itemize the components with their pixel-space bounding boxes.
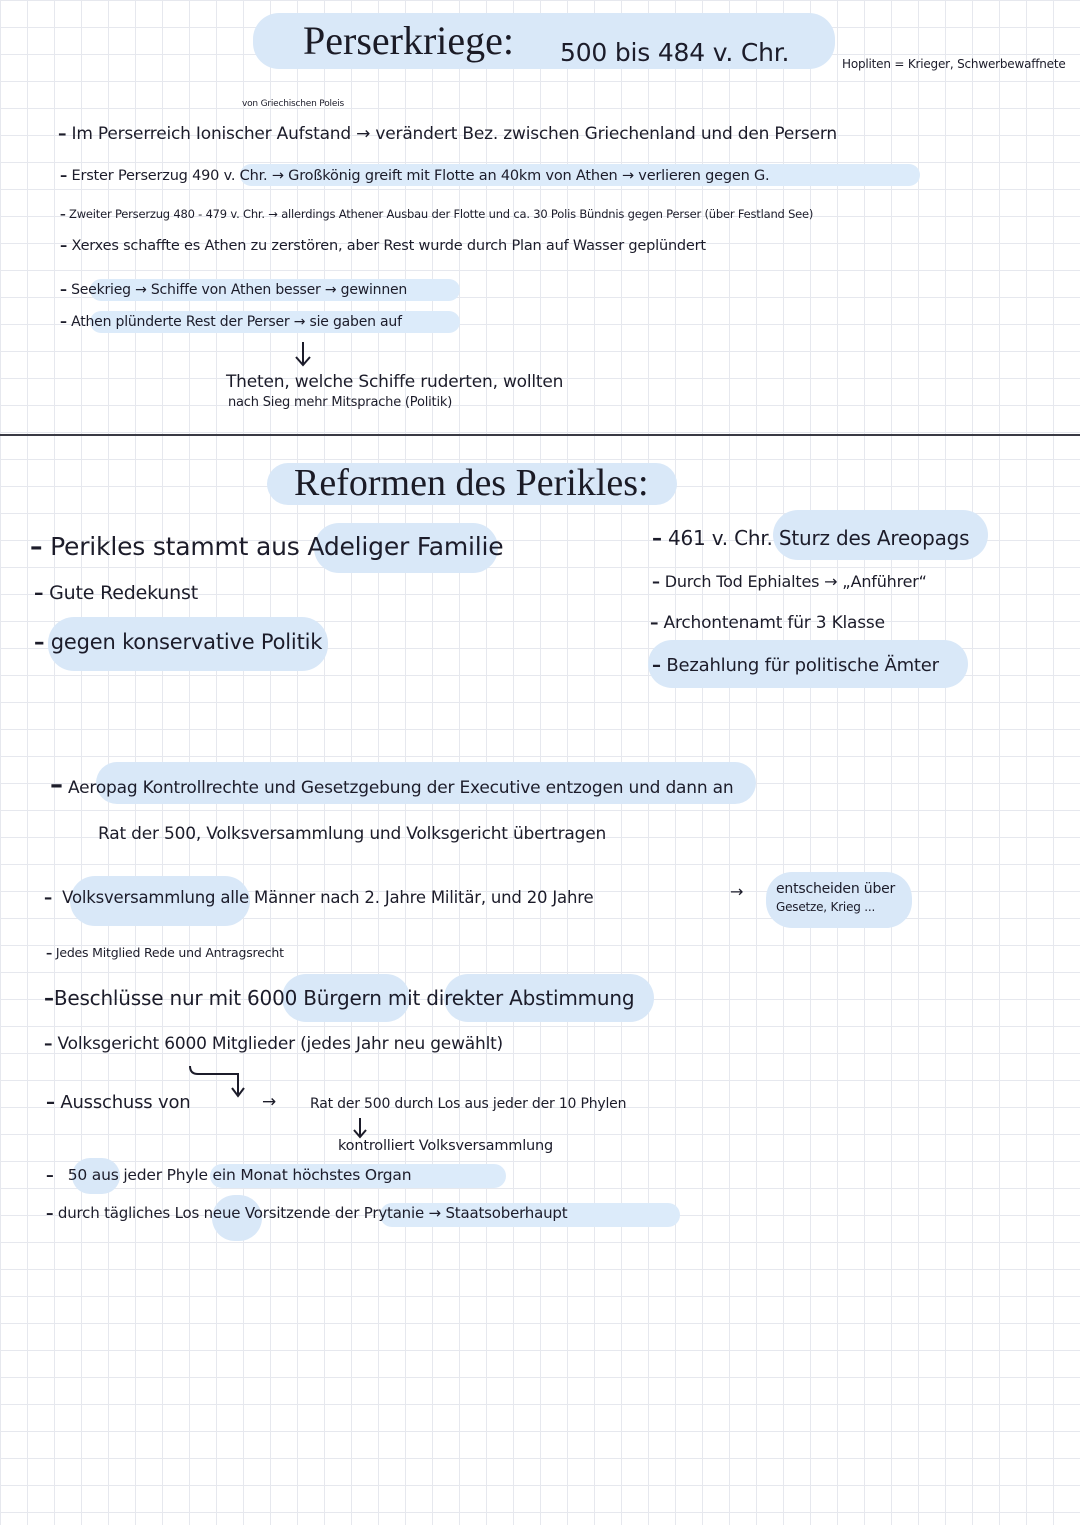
list-item: – Volksversammlung alle Männer nach 2. Jahre Militär, und 20 Jahre	[44, 888, 594, 907]
note-text: Theten, welche Schiffe ruderten, wollten	[226, 372, 564, 392]
list-item: – gegen konservative Politik	[34, 630, 323, 654]
list-item-text: Xerxes schaffte es Athen zu zerstören, aber Rest wurde durch Plan auf Wasser geplündert	[71, 238, 706, 254]
section-divider	[0, 434, 1080, 436]
list-item-text: Erster Perserzug 490 v. Chr. → Großkönig greift mit Flotte an 40km von Athen → verlieren gegen G.	[71, 168, 770, 184]
list-item: –Beschlüsse nur mit 6000 Bürgern mit direkter Abstimmung	[44, 986, 635, 1010]
section-title: Reformen des Perikles:	[294, 462, 649, 504]
list-item-text: Bezahlung für politische Ämter	[666, 655, 939, 676]
page-title: Perserkriege:	[303, 18, 515, 63]
list-item-text: Ausschuss von	[60, 1092, 191, 1113]
down-arrow-icon	[293, 340, 313, 368]
list-item: – Ausschuss von	[46, 1092, 191, 1113]
list-item-text: Athen plünderte Rest der Perser → sie gaben auf	[71, 314, 402, 330]
list-item-text: Seekrieg → Schiffe von Athen besser → gewinnen	[71, 282, 408, 298]
annotation: von Griechischen Poleis	[242, 99, 344, 109]
list-item: – Archontenamt für 3 Klasse	[650, 613, 885, 633]
list-item: – durch tägliches Los neue Vorsitzende der Prytanie → Staatsoberhaupt	[46, 1204, 568, 1222]
list-item-text: gegen konservative Politik	[50, 630, 323, 654]
list-item-text: Durch Tod Ephialtes → „Anführer“	[664, 572, 927, 591]
list-item-text: Volksversammlung alle Männer nach 2. Jahre Militär, und 20 Jahre	[62, 888, 594, 907]
list-item: – Erster Perserzug 490 v. Chr. → Großkönig greift mit Flotte an 40km von Athen → verlieren gegen G.	[60, 168, 770, 184]
list-item-continuation: Rat der 500, Volksversammlung und Volksgericht übertragen	[98, 824, 607, 844]
list-item: – Zweiter Perserzug 480 - 479 v. Chr. → allerdings Athener Ausbau der Flotte und ca. 30 Polis Bündnis gegen Perser (über Festland See)	[60, 207, 814, 221]
list-item-text: 50 aus jeder Phyle ein Monat höchstes Organ	[67, 1166, 412, 1184]
list-item-text: Rat der 500 durch Los aus jeder der 10 Phylen	[310, 1096, 627, 1112]
list-item-text: Jedes Mitglied Rede und Antragsrecht	[55, 945, 284, 960]
list-item: – 461 v. Chr. Sturz des Areopags	[652, 526, 970, 550]
list-item: – Athen plünderte Rest der Perser → sie gaben auf	[60, 314, 402, 330]
side-note: entscheiden über	[776, 881, 896, 897]
list-item: – Seekrieg → Schiffe von Athen besser → gewinnen	[60, 282, 408, 298]
list-item-text: Beschlüsse nur mit 6000 Bürgern mit direkter Abstimmung	[53, 986, 635, 1010]
list-item-text: Aeropag Kontrollrechte und Gesetzgebung der Executive entzogen und dann an	[68, 778, 734, 798]
side-note: Gesetze, Krieg ...	[776, 900, 876, 914]
list-item: – 50 aus jeder Phyle ein Monat höchstes Organ	[46, 1166, 412, 1184]
bracket-arrow-icon	[188, 1060, 248, 1102]
list-item-text: Im Perserreich Ionischer Aufstand → verändert Bez. zwischen Griechenland und den Persern	[71, 124, 837, 144]
list-item: – Gute Redekunst	[34, 582, 198, 604]
list-item: – Jedes Mitglied Rede und Antragsrecht	[46, 945, 284, 960]
list-item-text: Perikles stammt aus Adeliger Familie	[50, 532, 504, 561]
list-item-text: Gute Redekunst	[49, 582, 198, 604]
list-item-text: kontrolliert Volksversammlung	[338, 1138, 554, 1154]
list-item-text: 461 v. Chr. Sturz des Areopags	[667, 526, 970, 550]
down-arrow-icon	[350, 1116, 370, 1140]
side-note: Hopliten = Krieger, Schwerbewaffnete	[842, 57, 1066, 71]
list-item: – Perikles stammt aus Adeliger Familie	[30, 532, 504, 561]
list-item: – Xerxes schaffte es Athen zu zerstören, aber Rest wurde durch Plan auf Wasser geplündert	[60, 238, 706, 254]
list-item-text: Archontenamt für 3 Klasse	[663, 613, 885, 633]
note-text: nach Sieg mehr Mitsprache (Politik)	[228, 395, 453, 410]
list-item-text: durch tägliches Los neue Vorsitzende der Prytanie → Staatsoberhaupt	[57, 1204, 568, 1222]
title-dates: 500 bis 484 v. Chr.	[560, 38, 790, 67]
list-item-text: Volksgericht 6000 Mitglieder (jedes Jahr neu gewählt)	[57, 1034, 503, 1054]
list-item: – Aeropag Kontrollrechte und Gesetzgebung der Executive entzogen und dann an	[50, 770, 734, 800]
list-item: – Bezahlung für politische Ämter	[652, 655, 939, 676]
list-item-text: Zweiter Perserzug 480 - 479 v. Chr. → allerdings Athener Ausbau der Flotte und ca. 30 Polis Bündnis gegen Perser (über Festland See)	[69, 207, 814, 221]
list-item: – Durch Tod Ephialtes → „Anführer“	[652, 572, 927, 591]
list-item: – Im Perserreich Ionischer Aufstand → verändert Bez. zwischen Griechenland und den Persern	[58, 124, 837, 144]
list-item: – Volksgericht 6000 Mitglieder (jedes Jahr neu gewählt)	[44, 1034, 503, 1054]
arrow-glyph: →	[730, 882, 744, 901]
arrow-glyph: →	[262, 1092, 277, 1112]
